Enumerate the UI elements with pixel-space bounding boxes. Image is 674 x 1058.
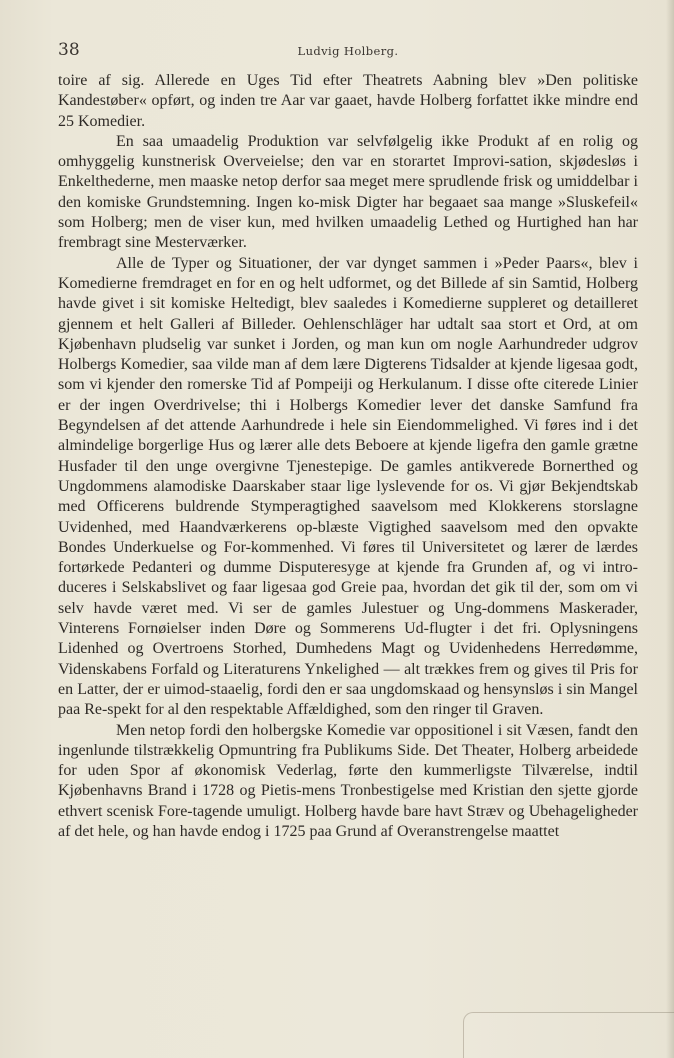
- paragraph-3: Alle de Typer og Situationer, der var dynget sammen i »Peder Paars«, blev i Komedierne fremdraget en for en og helt udformet, og det Billede af sin Samtid, Holberg havde givet i sit komiske Heltedigt, blev saaledes i Komedierne suppleret og detailleret gjennem et helt Galleri af Billeder. Oehlenschläger har udtalt saa stort et Ord, at om Kjøbenhavn pludselig var sunket i Jorden, og man kun om nogle Aarhundreder udgrov Holbergs Komedier, saa vilde man af dem lære Digterens Tidsalder at kjende ligesaa godt, som vi kjender den romerske Tid af Pompeiji og Herkulanum. I disse ofte citerede Linier er der ingen Overdrivelse; thi i Holbergs Komedier lever det danske Samfund fra Begyndelsen af det attende Aarhundrede i hele sin Eiendommelighed. Vi føres ind i det almindelige borgerlige Hus og lærer alle dets Beboere at kjende ligefra den gamle grætne Husfader til den unge overgivne Tjenestepige. De gamles antikverede Bornerthed og Ungdommens alamodiske Daarskaber staar lige lyslevende for os. Vi gjør Bekjendtskab med Officerens buldrende Stymperagtighed saavelsom med Klokkerens storslagne Uvidenhed, med Haandværkerens op-blæste Vigtighed saavelsom med den opvakte Bondes Underkuelse og For-kommenhed. Vi føres til Universitetet og lærer de lærdes fortørkede Pedanteri og dumme Disputeresyge at kjende fra Grunden af, og vi intro-duceres i Selskabslivet og faar ligesaa god Greie paa, hvordan det gik til der, som om vi selv havde været med. Vi ser de gamles Julestuer og Ung-dommens Maskerader, Vinterens Fornøielser inden Døre og Sommerens Ud-flugter i det fri. Oplysningens Lidenhed og Overtroens Storhed, Dumhedens Magt og Uvidenhedens Herredømme, Videnskabens Forfald og Literaturens Ynkelighed — alt trækkes frem og gives til Pris for en Latter, der er uimod-staaelig, fordi den er saa ungdomskaad og hensynsløs i sin Mangel paa Re-spekt for al den respektable Affældighed, som den ringer til Graven.: [58, 254, 638, 719]
- running-head: Ludvig Holberg.: [297, 44, 399, 58]
- page-edge-shadow: [666, 0, 674, 1058]
- body-text: [58, 71, 638, 842]
- paragraph-4: Men netop fordi den holbergske Komedie var oppositionel i sit Væsen, fandt den ingenlunde tilstrækkelig Opmuntring fra Publikums Side. Det Theater, Holberg arbeidede for uden Spor af økonomisk Vederlag, førte den kummerligste Tilværelse, indtil Kjøbenhavns Brand i 1728 og Pietis-mens Tronbestigelse med Kristian den sjette gjorde ethvert scenisk Fore-tagende umuligt. Holberg havde bare havt Stræv og Ubehageligheder af det hele, og han havde endog i 1725 paa Grund af Overanstrengelse maattet: [58, 721, 638, 840]
- paragraph-1: toire af sig. Allerede en Uges Tid efter Theatrets Aabning blev »Den politiske Kandestøber« opført, og inden tre Aar var gaaet, havde Holberg forfattet ikke mindre end 25 Komedier.: [58, 72, 638, 130]
- page-corner-fold: [463, 1012, 674, 1058]
- paragraph-2: En saa umaadelig Produktion var selvfølgelig ikke Produkt af en rolig og omhyggelig kunstnerisk Overveielse; den var en storartet Improvi-sation, skjødesløs i Enkelthederne, men maaske netop derfor saa meget mere sprudlende frisk og umiddelbar i den komiske Grundstemning. Ingen ko-misk Digter har begaaet saa mange »Sluskefeil« som Holberg; men de viser kun, med hvilken umaadelig Lethed og Hurtighed han har frembragt sine Mesterværker.: [58, 132, 638, 252]
- page-number: 38: [58, 40, 80, 60]
- page-header: [58, 40, 638, 64]
